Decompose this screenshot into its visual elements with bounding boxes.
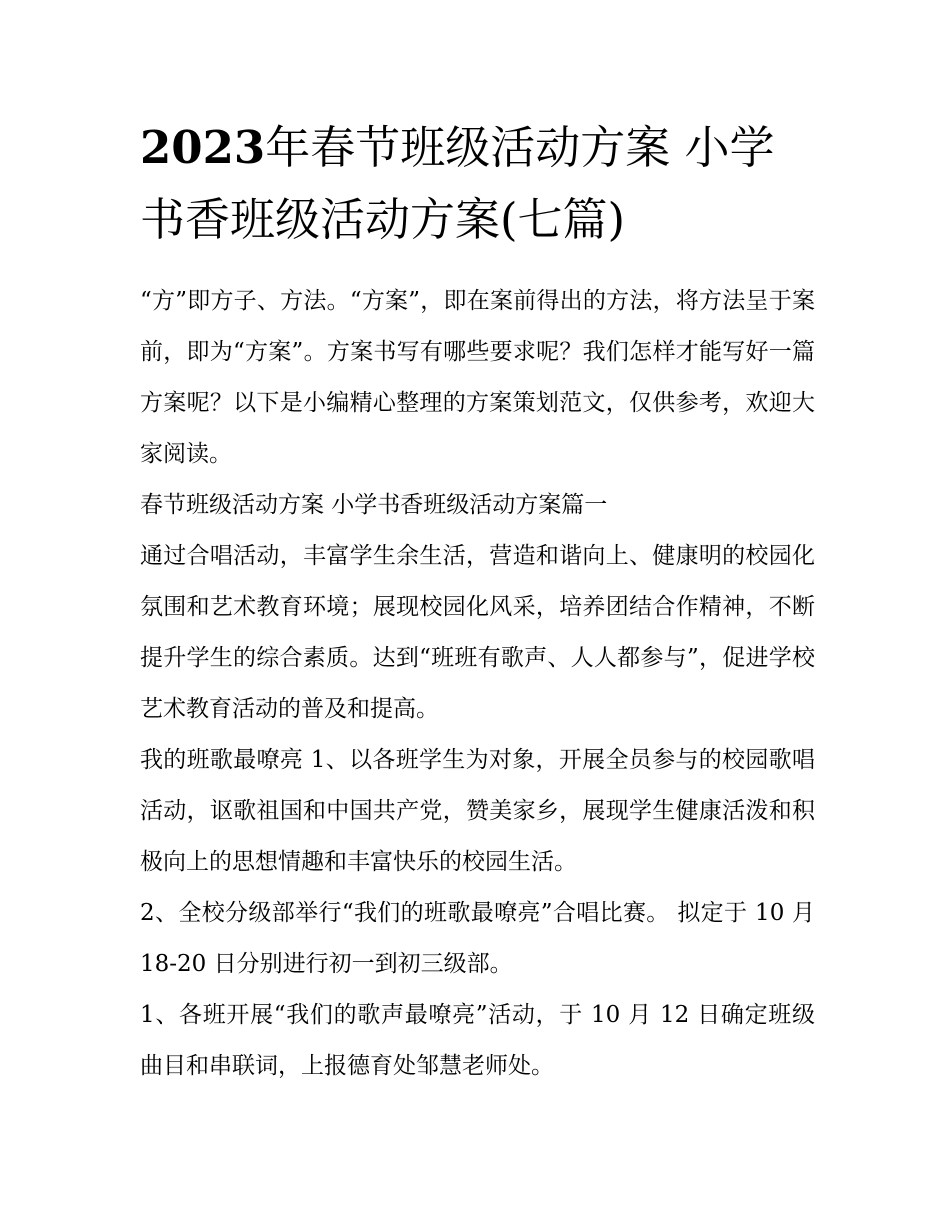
body-paragraph: 2、全校分级部举行“我们的班歌最嘹亮”合唱比赛。 拟定于 10 月 18-20 日分别进行初一到初三级部。 — [140, 900, 815, 977]
intro-paragraph: “方”即方子、方法。“方案”，即在案前得出的方法，将方法呈于案前，即为“方案”。方案书写有哪些要求呢？我们怎样才能写好一篇方案呢？以下是小编精心整理的方案策划范文，仅供参考，欢迎大家阅读。 — [140, 288, 815, 467]
body-paragraph: 1、各班开展“我们的歌声最嘹亮”活动，于 10 月 12 日确定班级曲目和串联词，上报德育处邹慧老师处。 — [140, 1002, 815, 1079]
section-heading: 春节班级活动方案 小学书香班级活动方案篇一 — [140, 492, 608, 518]
document-body — [140, 276, 815, 1092]
body-paragraph: 通过合唱活动，丰富学生余生活，营造和谐向上、健康明的校园化氛围和艺术教育环境；展现校园化风采，培养团结合作精神，不断提升学生的综合素质。达到“班班有歌声、人人都参与”，促进学校艺术教育活动的普及和提高。 — [140, 543, 815, 722]
document-title — [140, 112, 815, 256]
body-paragraph: 我的班歌最嘹亮 1、以各班学生为对象，开展全员参与的校园歌唱活动，讴歌祖国和中国共产党，赞美家乡，展现学生健康活泼和积极向上的思想情趣和丰富快乐的校园生活。 — [140, 747, 815, 875]
title-year: 2023 — [140, 121, 266, 174]
title-text: 年春节班级活动方案 小学书香班级活动方案(七篇) — [140, 121, 775, 246]
